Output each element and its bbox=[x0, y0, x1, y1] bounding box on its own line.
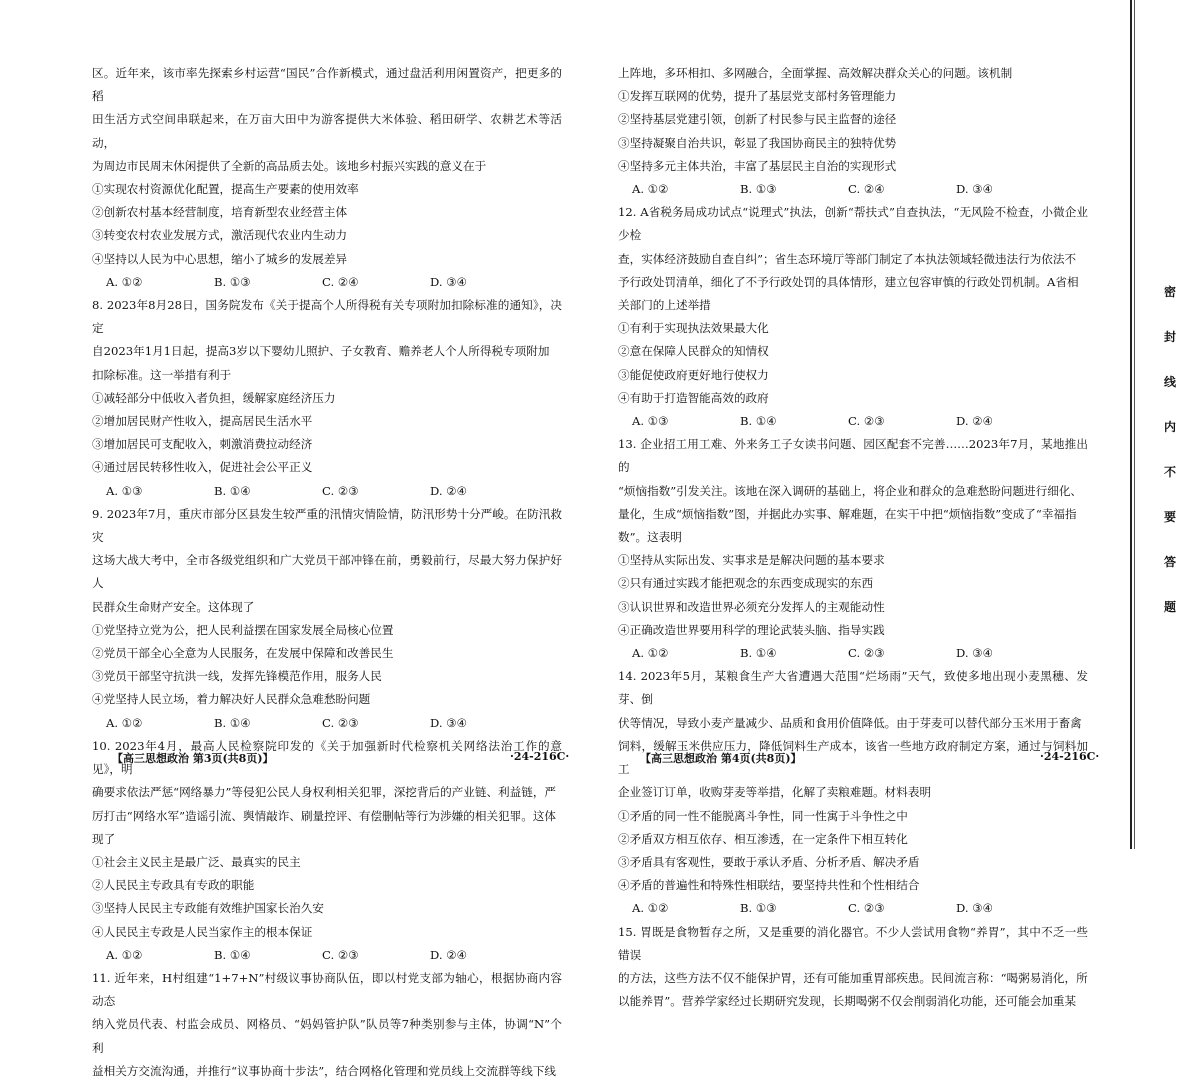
option: ④坚持多元主体共治，丰富了基层民主自治的实现形式 bbox=[618, 158, 897, 173]
answer-choices bbox=[92, 480, 562, 503]
choice-b: B. ①④ bbox=[214, 483, 251, 498]
page-footer-title: 【高三思想政治 第3页(共8页)】 bbox=[112, 752, 274, 765]
choice-c: C. ②③ bbox=[322, 715, 359, 730]
option: ①减轻部分中低收入者负担，缓解家庭经济压力 bbox=[92, 390, 336, 405]
question-stem bbox=[618, 665, 1088, 804]
stem-line: 13. 企业招工用工难、外来务工子女读书问题、园区配套不完善……2023年7月，某地推出的 bbox=[618, 437, 1088, 475]
stem-line: 量化，生成“烦恼指数”图，并据此办实事、解难题，在实干中把“烦恼指数”变成了“幸福指 bbox=[618, 506, 1077, 521]
stem-line: 纳入党员代表、村监会成员、网格员、“妈妈管护队”队员等7种类别参与主体，协调“N”个利 bbox=[92, 1017, 562, 1055]
choice-b: B. ①④ bbox=[214, 715, 251, 730]
binding-seal-text bbox=[1158, 270, 1182, 630]
option: ①实现农村资源优化配置，提高生产要素的使用效率 bbox=[92, 182, 359, 197]
choice-d: D. ③④ bbox=[430, 274, 468, 289]
question-stem bbox=[92, 503, 562, 619]
stem-line: 区。近年来，该市率先探索乡村运营“国民”合作新模式，通过盘活利用闲置资产，把更多的稻 bbox=[92, 66, 562, 104]
option: ②创新农村基本经营制度，培育新型农业经营主体 bbox=[92, 205, 348, 220]
seal-char: 内 bbox=[1163, 420, 1176, 434]
question-15 bbox=[618, 921, 1088, 1014]
binding-line bbox=[1134, 0, 1135, 849]
option: ①发挥互联网的优势，提升了基层党支部村务管理能力 bbox=[618, 89, 897, 104]
option: ③矛盾具有客观性，要敢于承认矛盾、分析矛盾、解决矛盾 bbox=[618, 854, 920, 869]
stem-line: 14. 2023年5月，某粮食生产大省遭遇大范围“烂场雨”天气，致使多地出现小麦黑穗、发芽、倒 bbox=[618, 669, 1088, 707]
option: ③认识世界和改造世界必须充分发挥人的主观能动性 bbox=[618, 599, 885, 614]
right-column bbox=[618, 62, 1088, 1013]
stem-line: 扣除标准。这一举措有利于 bbox=[92, 367, 232, 382]
question-11-continued bbox=[618, 62, 1088, 201]
choice-a: A. ①② bbox=[632, 646, 669, 661]
question-13 bbox=[618, 433, 1088, 665]
seal-char: 封 bbox=[1163, 330, 1176, 344]
question-stem bbox=[92, 62, 562, 178]
seal-char: 题 bbox=[1163, 600, 1176, 614]
question-stem bbox=[92, 967, 562, 1083]
option: ③党员干部坚守抗洪一线，发挥先锋模范作用，服务人民 bbox=[92, 669, 382, 684]
choice-c: C. ②③ bbox=[322, 947, 359, 962]
question-stem bbox=[92, 294, 562, 387]
option: ④人民民主专政是人民当家作主的根本保证 bbox=[92, 924, 313, 939]
option: ④坚持以人民为中心思想，缩小了城乡的发展差异 bbox=[92, 251, 348, 266]
seal-char: 密 bbox=[1163, 285, 1176, 299]
question-7 bbox=[92, 62, 562, 294]
choice-c: C. ②③ bbox=[848, 414, 885, 429]
stem-line: 益相关方交流沟通，并推行“议事协商十步法”，结合网格化管理和党员线上交流群等线下线 bbox=[92, 1063, 557, 1078]
choice-a: A. ①② bbox=[106, 274, 143, 289]
option: ③坚持人民民主专政能有效维护国家长治久安 bbox=[92, 901, 324, 916]
choice-d: D. ③④ bbox=[956, 901, 994, 916]
stem-line: 9. 2023年7月，重庆市部分区县发生较严重的汛情灾情险情，防汛形势十分严峻。在防汛救灾 bbox=[92, 506, 562, 545]
choice-a: A. ①② bbox=[632, 901, 669, 916]
stem-line: 伏等情况，导致小麦产量减少、品质和食用价值降低。由于芽麦可以替代部分玉米用于畜禽 bbox=[618, 715, 1082, 730]
seal-char: 不 bbox=[1163, 465, 1176, 479]
stem-line: 数”。这表明 bbox=[618, 530, 682, 545]
answer-choices bbox=[92, 271, 562, 294]
seal-char: 答 bbox=[1163, 555, 1176, 569]
option: ②增加居民财产性收入，提高居民生活水平 bbox=[92, 414, 313, 429]
stem-line: 为周边市民周末休闲提供了全新的高品质去处。该地乡村振兴实践的意义在于 bbox=[92, 158, 487, 173]
stem-line: 民群众生命财产安全。这体现了 bbox=[92, 599, 255, 614]
choice-d: D. ②④ bbox=[430, 947, 468, 962]
question-12 bbox=[618, 201, 1088, 433]
option: ①社会主义民主是最广泛、最真实的民主 bbox=[92, 854, 301, 869]
choice-d: D. ②④ bbox=[956, 414, 994, 429]
binding-margin bbox=[1100, 0, 1200, 849]
seal-char: 线 bbox=[1163, 375, 1176, 389]
stem-line: 查，实体经济鼓励自查自纠”；省生态环境厅等部门制定了本执法领域轻微违法行为依法不 bbox=[618, 251, 1077, 266]
option: ③坚持凝聚自治共识，彰显了我国协商民主的独特优势 bbox=[618, 135, 897, 150]
question-stem bbox=[618, 201, 1088, 317]
option: ④党坚持人民立场，着力解决好人民群众急难愁盼问题 bbox=[92, 692, 371, 707]
answer-choices bbox=[618, 642, 1088, 665]
choice-a: A. ①③ bbox=[632, 414, 669, 429]
answer-choices bbox=[92, 944, 562, 967]
seal-char: 要 bbox=[1163, 510, 1176, 524]
left-column bbox=[92, 62, 562, 1083]
page-footer-code: ·24-216C· bbox=[1040, 750, 1100, 763]
page-footer-title: 【高三思想政治 第4页(共8页)】 bbox=[640, 752, 802, 765]
question-11 bbox=[92, 967, 562, 1083]
question-stem bbox=[618, 62, 1088, 85]
option: ④有助于打造智能高效的政府 bbox=[618, 390, 769, 405]
choice-d: D. ③④ bbox=[956, 646, 994, 661]
stem-line: 以能养胃”。营养学家经过长期研究发现，长期喝粥不仅会削弱消化功能，还可能会加重某 bbox=[618, 994, 1077, 1009]
answer-choices bbox=[618, 897, 1088, 920]
stem-line: “烦恼指数”引发关注。该地在深入调研的基础上，将企业和群众的急难愁盼问题进行细化、 bbox=[618, 483, 1083, 498]
question-stem bbox=[618, 921, 1088, 1014]
answer-choices bbox=[618, 178, 1088, 201]
choice-c: C. ②③ bbox=[848, 646, 885, 661]
question-14 bbox=[618, 665, 1088, 920]
option: ②意在保障人民群众的知情权 bbox=[618, 344, 769, 359]
option: ④通过居民转移性收入，促进社会公平正义 bbox=[92, 460, 313, 475]
option: ①坚持从实际出发、实事求是是解决问题的基本要求 bbox=[618, 553, 885, 568]
stem-line: 11. 近年来，H村组建“1+7+N”村级议事协商队伍，即以村党支部为轴心，根据协商内容动态 bbox=[92, 970, 562, 1009]
choice-b: B. ①④ bbox=[740, 414, 777, 429]
stem-line: 8. 2023年8月28日，国务院发布《关于提高个人所得税有关专项附加扣除标准的通知》，决定 bbox=[92, 298, 562, 336]
option: ①有利于实现执法效果最大化 bbox=[618, 321, 769, 336]
choice-c: C. ②④ bbox=[322, 274, 359, 289]
answer-choices bbox=[618, 410, 1088, 433]
stem-line: 饲料，缓解玉米供应压力，降低饲料生产成本，该省一些地方政府制定方案，通过与饲料加工 bbox=[618, 738, 1088, 777]
choice-b: B. ①④ bbox=[214, 947, 251, 962]
option: ②矛盾双方相互依存、相互渗透，在一定条件下相互转化 bbox=[618, 831, 908, 846]
choice-b: B. ①④ bbox=[740, 646, 777, 661]
option: ②只有通过实践才能把观念的东西变成现实的东西 bbox=[618, 576, 874, 591]
stem-line: 15. 胃既是食物暂存之所，又是重要的消化器官。不少人尝试用食物“养胃”，其中不乏一些错误 bbox=[618, 924, 1088, 962]
option: ①党坚持立党为公，把人民利益摆在国家发展全局核心位置 bbox=[92, 622, 394, 637]
choice-a: A. ①③ bbox=[106, 483, 143, 498]
option: ②坚持基层党建引领，创新了村民参与民主监督的途径 bbox=[618, 112, 897, 127]
stem-line: 10. 2023年4月，最高人民检察院印发的《关于加强新时代检察机关网络法治工作的意见》，明 bbox=[92, 738, 562, 777]
stem-line: 现了 bbox=[92, 831, 116, 846]
stem-line: 12. A省税务局成功试点“说理式”执法，创新“帮扶式”自查执法，“无风险不检查，小微企业少检 bbox=[618, 205, 1088, 243]
question-10 bbox=[92, 735, 562, 967]
choice-b: B. ①③ bbox=[740, 901, 777, 916]
stem-line: 这场大战大考中，全市各级党组织和广大党员干部冲锋在前，勇毅前行，尽最大努力保护好人 bbox=[92, 553, 562, 591]
question-9 bbox=[92, 503, 562, 735]
option: ③能促使政府更好地行使权力 bbox=[618, 367, 769, 382]
question-stem bbox=[618, 433, 1088, 549]
stem-line: 的方法，这些方法不仅不能保护胃，还有可能加重胃部疾患。民间流言称：“喝粥易消化，所 bbox=[618, 970, 1088, 985]
choice-b: B. ①③ bbox=[740, 182, 777, 197]
choice-c: C. ②④ bbox=[848, 182, 885, 197]
stem-line: 厉打击“网络水军”造谣引流、舆情敲诈、刷量控评、有偿删帖等行为涉嫌的相关犯罪。这体 bbox=[92, 808, 557, 823]
choice-a: A. ①② bbox=[106, 715, 143, 730]
option: ③转变农村农业发展方式，激活现代农业内生动力 bbox=[92, 228, 348, 243]
question-8 bbox=[92, 294, 562, 503]
stem-line: 上阵地，多环相扣、多网融合，全面掌握、高效解决群众关心的问题。该机制 bbox=[618, 66, 1013, 80]
stem-line: 予行政处罚清单，细化了不予行政处罚的具体情形，建立包容审慎的行政处罚机制。A省相 bbox=[618, 274, 1079, 289]
choice-c: C. ②③ bbox=[322, 483, 359, 498]
option: ④矛盾的普遍性和特殊性相联结，要坚持共性和个性相结合 bbox=[618, 878, 920, 893]
stem-line: 自2023年1月1日起，提高3岁以下婴幼儿照护、子女教育、赡养老人个人所得税专项附加 bbox=[92, 344, 550, 359]
choice-d: D. ②④ bbox=[430, 483, 468, 498]
choice-a: A. ①② bbox=[632, 182, 669, 197]
stem-line: 关部门的上述举措 bbox=[618, 298, 711, 313]
page-footer-code: ·24-216C· bbox=[510, 750, 570, 763]
choice-d: D. ③④ bbox=[956, 182, 994, 197]
choice-b: B. ①③ bbox=[214, 274, 251, 289]
stem-line: 确要求依法严惩“网络暴力”等侵犯公民人身权利相关犯罪，深挖背后的产业链、利益链，严 bbox=[92, 785, 557, 800]
option: ①矛盾的同一性不能脱离斗争性，同一性寓于斗争性之中 bbox=[618, 808, 908, 823]
stem-line: 田生活方式空间串联起来，在万亩大田中为游客提供大米体验、稻田研学、农耕艺术等活动， bbox=[92, 112, 562, 150]
option: ②人民民主专政具有专政的职能 bbox=[92, 878, 255, 893]
binding-line bbox=[1130, 0, 1132, 849]
option: ④正确改造世界要用科学的理论武装头脑、指导实践 bbox=[618, 622, 885, 637]
choice-d: D. ③④ bbox=[430, 715, 468, 730]
answer-choices bbox=[92, 712, 562, 735]
option: ③增加居民可支配收入，刺激消费拉动经济 bbox=[92, 437, 313, 452]
choice-c: C. ②③ bbox=[848, 901, 885, 916]
option: ②党员干部全心全意为人民服务，在发展中保障和改善民生 bbox=[92, 646, 394, 661]
stem-line: 企业签订订单，收购芽麦等举措，化解了卖粮难题。材料表明 bbox=[618, 785, 932, 800]
choice-a: A. ①② bbox=[106, 947, 143, 962]
